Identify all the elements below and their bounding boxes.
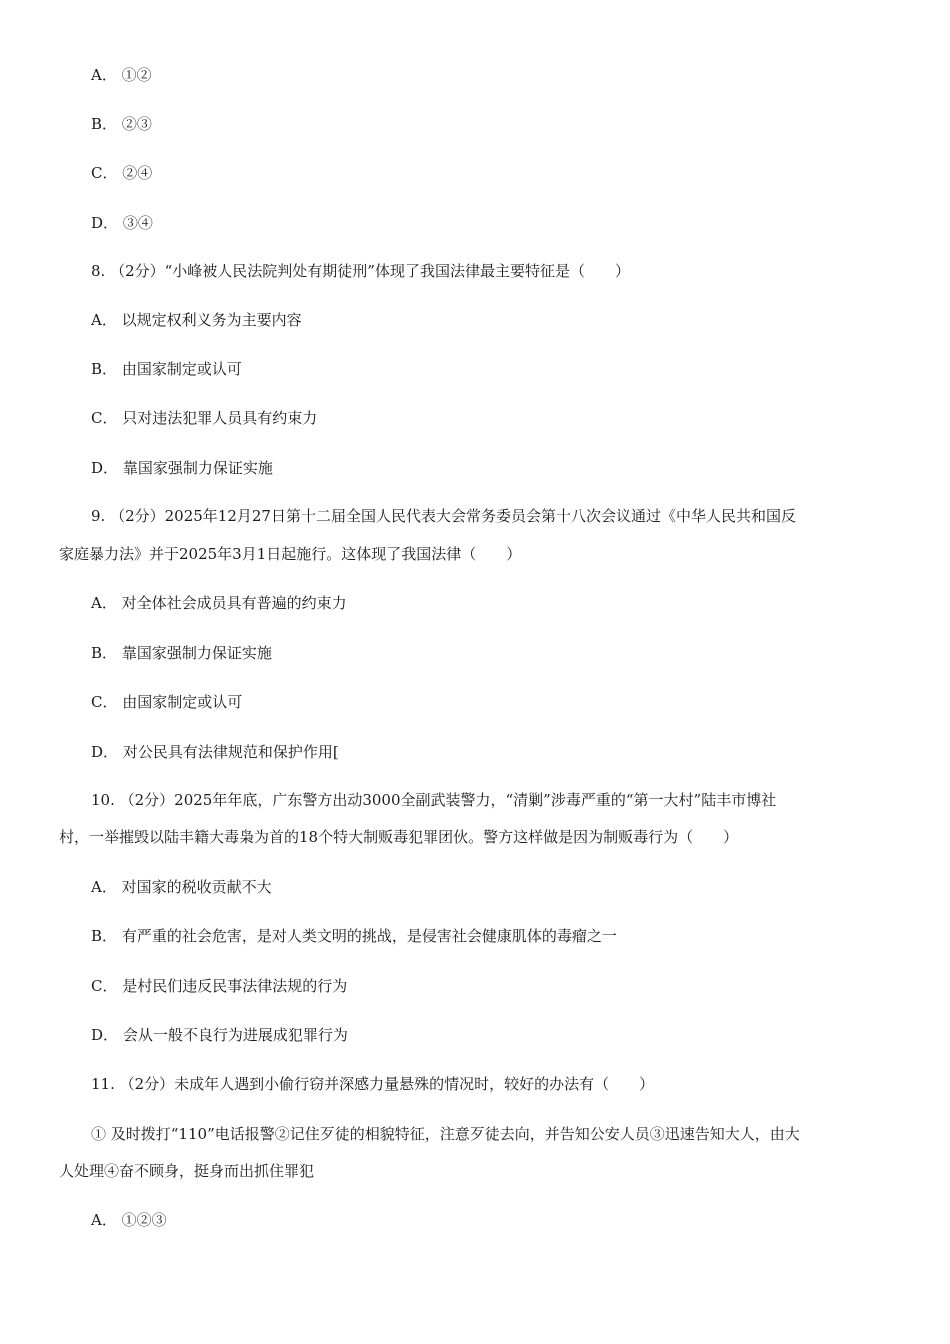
q10-stem-line2: 村，一举摧毁以陆丰籍大毒枭为首的18个特大制贩毒犯罪团伙。警方这样做是因为制贩毒行为（ ）: [59, 828, 739, 846]
option-text: ①②: [121, 66, 152, 84]
q10-stem-line1: 10. （2分）2025年年底，广东警方出动3000全副武装警力，“清剿”涉毒严重的“第一大村”陆丰市博社: [91, 791, 777, 809]
option-label: A．: [91, 66, 117, 84]
q9-stem-line2: 家庭暴力法》并于2025年3月1日起施行。这体现了我国法律（ ）: [59, 545, 522, 563]
option-text: 对全体社会成员具有普遍的约束力: [121, 594, 347, 612]
q8-option-b: [91, 358, 242, 380]
q10-option-b: [91, 925, 617, 947]
option-label: A．: [91, 311, 117, 329]
option-label: B．: [91, 644, 118, 662]
q8-option-c: [91, 407, 317, 429]
q11-option-a: [91, 1209, 167, 1231]
option-label: C．: [91, 409, 118, 427]
option-text: 是村民们违反民事法律法规的行为: [122, 977, 348, 995]
option-text: ②③: [121, 115, 152, 133]
q7-option-d: [91, 212, 153, 234]
q9-option-a: [91, 592, 347, 614]
option-text: 对国家的税收贡献不大: [121, 878, 272, 896]
q11-stem: 11. （2分）未成年人遇到小偷行窃并深感力量悬殊的情况时，较好的办法有（ ）: [91, 1075, 655, 1093]
q9-option-b: [91, 642, 272, 664]
q10-option-d: [91, 1024, 348, 1046]
q9-option-c: [91, 691, 242, 713]
option-text: 只对违法犯罪人员具有约束力: [122, 409, 318, 427]
option-label: D．: [91, 459, 119, 477]
option-label: D．: [91, 214, 119, 232]
q10-option-a: [91, 876, 272, 898]
q7-option-c: [91, 162, 152, 184]
q9-stem-line1: 9. （2分）2025年12月27日第十二届全国人民代表大会常务委员会第十八次会议通过《中华人民共和国反: [91, 507, 796, 525]
option-label: C．: [91, 693, 118, 711]
option-label: C．: [91, 977, 118, 995]
option-label: D．: [91, 1026, 119, 1044]
option-text: 以规定权利义务为主要内容: [121, 311, 302, 329]
q11-statement-line1: ① 及时拨打“110”电话报警②记住歹徒的相貌特征，注意歹徒去向，并告知公安人员③迅速告知大人，由大: [91, 1125, 800, 1143]
q8-stem: 8. （2分）“小峰被人民法院判处有期徒刑”体现了我国法律最主要特征是（ ）: [91, 262, 630, 280]
q10-option-c: [91, 975, 347, 997]
option-text: ③④: [122, 214, 153, 232]
option-label: A．: [91, 1211, 117, 1229]
q11-statement-line2: 人处理④奋不顾身，挺身而出抓住罪犯: [59, 1162, 315, 1180]
option-text: 有严重的社会危害，是对人类文明的挑战，是侵害社会健康肌体的毒瘤之一: [121, 927, 617, 945]
q8-option-a: [91, 309, 302, 331]
option-text: 靠国家强制力保证实施: [122, 459, 273, 477]
option-text: ①②③: [121, 1211, 167, 1229]
option-label: A．: [91, 594, 117, 612]
option-text: ②④: [122, 164, 153, 182]
q8-option-d: [91, 457, 273, 479]
q7-option-b: [91, 113, 152, 135]
option-label: B．: [91, 360, 118, 378]
option-text: 靠国家强制力保证实施: [121, 644, 272, 662]
q9-option-d: [91, 741, 339, 763]
q7-option-a: [91, 64, 152, 86]
option-text: 由国家制定或认可: [121, 360, 242, 378]
option-label: C．: [91, 164, 118, 182]
option-text: 对公民具有法律规范和保护作用[: [122, 743, 339, 761]
option-text: 会从一般不良行为进展成犯罪行为: [122, 1026, 348, 1044]
option-text: 由国家制定或认可: [122, 693, 243, 711]
option-label: B．: [91, 115, 118, 133]
option-label: D．: [91, 743, 119, 761]
option-label: A．: [91, 878, 117, 896]
option-label: B．: [91, 927, 118, 945]
